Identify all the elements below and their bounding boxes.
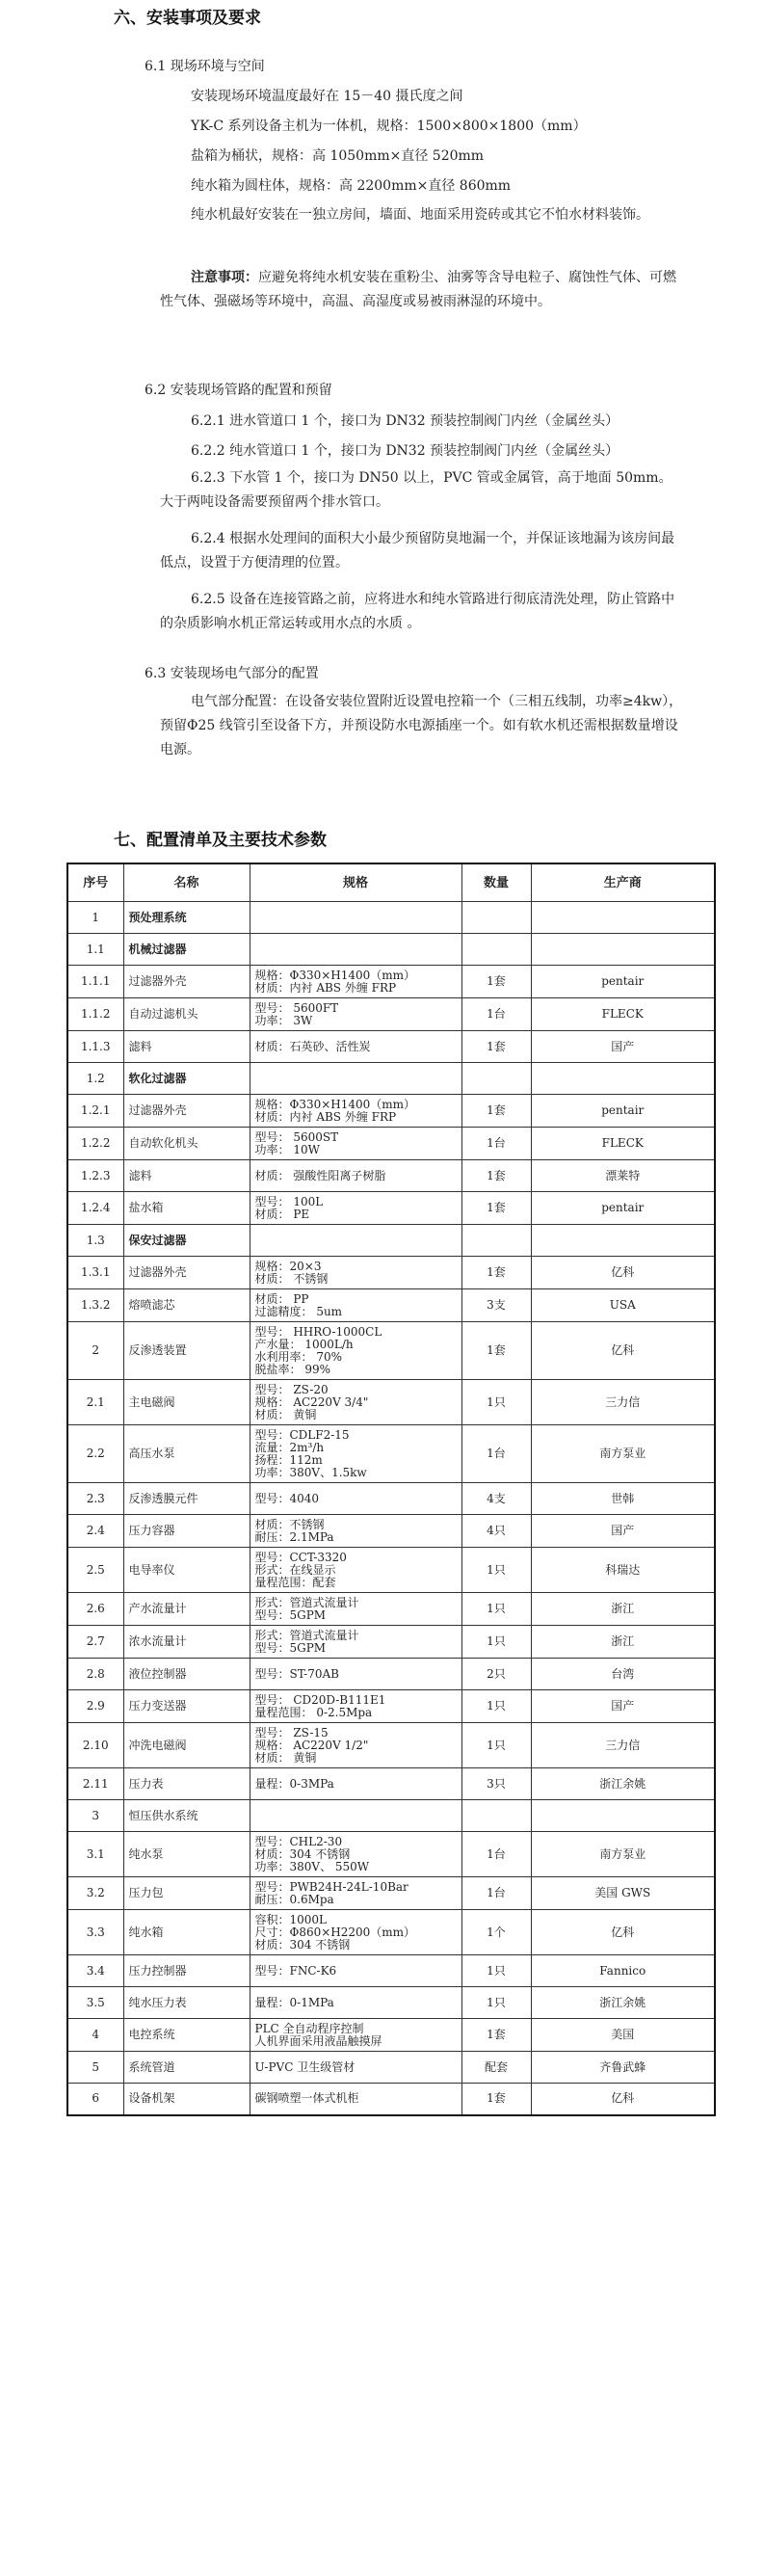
- row-quantity: 2只: [461, 1659, 531, 1690]
- pipe-item-3-text: 6.2.3 下水管 1 个，接口为 DN50 以上，PVC 管或金属管，高于地面 50mm。大于两吨设备需要预留两个排水管口。: [160, 470, 672, 510]
- row-name: 压力表: [123, 1768, 250, 1800]
- spec-line: 碳钢喷塑一体式机柜: [254, 2091, 359, 2106]
- row-quantity: 1只: [461, 1593, 531, 1626]
- caution-text: 应避免将纯水机安装在重粉尘、油雾等含导电粒子、腐蚀性气体、可燃性气体、强磁场等环境中，高温、高湿度或易被雨淋湿的环境中。: [160, 270, 676, 309]
- spec-line: 材质：不锈钢: [254, 1517, 325, 1531]
- spec-line: 人机界面采用液晶触摸屏: [254, 2033, 382, 2048]
- spec-line: 型号： 100L: [254, 1194, 324, 1208]
- spec-line: 过滤精度： 5um: [254, 1304, 343, 1318]
- row-spec: [250, 1192, 461, 1225]
- spec-line: 型号： CD20D-B111E1: [254, 1692, 386, 1707]
- table-row: [67, 934, 715, 966]
- row-quantity: 1套: [461, 1257, 531, 1289]
- spec-line: 功率：380V、 550W: [254, 1859, 370, 1873]
- spec-line: 功率：380V、1.5kw: [254, 1465, 367, 1479]
- table-row: [67, 2052, 715, 2084]
- row-number: 5: [67, 2052, 123, 2084]
- spec-line: 形式：管道式流量计: [254, 1595, 359, 1609]
- row-spec: [250, 1800, 461, 1832]
- row-manufacturer: 国产: [531, 1515, 715, 1548]
- row-number: 2.3: [67, 1483, 123, 1515]
- row-quantity: [461, 1225, 531, 1257]
- spec-line: 材质：304 不锈钢: [254, 1937, 351, 1952]
- row-spec: [250, 1031, 461, 1063]
- pipe-item-4: [160, 527, 685, 575]
- row-number: 3.2: [67, 1877, 123, 1910]
- table-row: [67, 1289, 715, 1322]
- row-spec: [250, 2019, 461, 2052]
- row-spec: [250, 1955, 461, 1987]
- spec-line: 型号：CDLF2-15: [254, 1427, 350, 1442]
- table-row: [67, 998, 715, 1031]
- pipe-item-5: [160, 588, 685, 636]
- spec-line: 扬程：112m: [254, 1452, 323, 1467]
- section-6-3-heading: 6.3 安装现场电气部分的配置: [145, 666, 319, 681]
- row-name: 压力控制器: [123, 1955, 250, 1987]
- row-spec: [250, 1690, 461, 1723]
- row-spec: [250, 1425, 461, 1483]
- row-manufacturer: 浙江: [531, 1626, 715, 1659]
- table-row: [67, 1322, 715, 1380]
- table-row: [67, 1800, 715, 1832]
- row-name: 纯水泵: [123, 1832, 250, 1877]
- table-row: [67, 1515, 715, 1548]
- row-name: 冲洗电磁阀: [123, 1723, 250, 1768]
- env-line-4: 纯水箱为圆柱体，规格：高 2200mm×直径 860mm: [191, 178, 512, 194]
- spec-line: 规格：20×3: [254, 1259, 322, 1273]
- row-number: 2.10: [67, 1723, 123, 1768]
- row-manufacturer: 世韩: [531, 1483, 715, 1515]
- row-name: 压力容器: [123, 1515, 250, 1548]
- row-quantity: 1只: [461, 1626, 531, 1659]
- row-spec: [250, 1063, 461, 1095]
- row-manufacturer: pentair: [531, 1095, 715, 1128]
- spec-line: 材质：石英砂、活性炭: [254, 1039, 371, 1053]
- row-name: 过滤器外壳: [123, 966, 250, 998]
- row-number: 3.3: [67, 1910, 123, 1955]
- spec-line: 耐压：2.1MPa: [254, 1529, 334, 1544]
- spec-line: 型号：PWB24H-24L-10Bar: [254, 1879, 408, 1894]
- row-number: 1.2.1: [67, 1095, 123, 1128]
- row-spec: [250, 1160, 461, 1192]
- row-number: 1.2.3: [67, 1160, 123, 1192]
- row-quantity: 1只: [461, 1548, 531, 1593]
- row-quantity: 1只: [461, 1380, 531, 1425]
- row-manufacturer: Fannico: [531, 1955, 715, 1987]
- row-manufacturer: [531, 1800, 715, 1832]
- spec-line: 规格： AC220V 3/4": [254, 1394, 369, 1409]
- row-name: 浓水流量计: [123, 1626, 250, 1659]
- spec-line: 材质： 黄铜: [254, 1407, 317, 1421]
- pipe-item-2: 6.2.2 纯水管道口 1 个，接口为 DN32 预装控制阀门内丝（金属丝头）: [191, 443, 619, 459]
- row-spec: [250, 1128, 461, 1160]
- row-spec: [250, 1987, 461, 2019]
- row-spec: [250, 1225, 461, 1257]
- row-name: 预处理系统: [123, 902, 250, 934]
- table-row: [67, 1257, 715, 1289]
- row-manufacturer: 科瑞达: [531, 1548, 715, 1593]
- row-manufacturer: pentair: [531, 966, 715, 998]
- row-manufacturer: 南方泵业: [531, 1832, 715, 1877]
- spec-line: 规格：Φ330×H1400（mm）: [254, 968, 416, 982]
- env-line-1: 安装现场环境温度最好在 15－40 摄氏度之间: [191, 89, 463, 104]
- spec-line: 型号： ZS-20: [254, 1382, 329, 1396]
- row-number: 1: [67, 902, 123, 934]
- row-name: 自动过滤机头: [123, 998, 250, 1031]
- spec-line: 材质： 黄铜: [254, 1750, 317, 1765]
- spec-line: 材质：内衬 ABS 外缠 FRP: [254, 1109, 397, 1124]
- row-name: 软化过滤器: [123, 1063, 250, 1095]
- row-manufacturer: 三力信: [531, 1380, 715, 1425]
- install-room-text: 纯水机最好安装在一独立房间，墙面、地面采用瓷砖或其它不怕水材料装饰。: [191, 207, 649, 223]
- row-number: 3.1: [67, 1832, 123, 1877]
- section-6-1-heading: 6.1 现场环境与空间: [145, 59, 265, 74]
- row-number: 1.2.4: [67, 1192, 123, 1225]
- row-name: 设备机架: [123, 2084, 250, 2115]
- table-row: [67, 1955, 715, 1987]
- row-number: 4: [67, 2019, 123, 2052]
- spec-line: 流量：2m³/h: [254, 1440, 325, 1454]
- row-quantity: 配套: [461, 2052, 531, 2084]
- electrical-paragraph: [160, 690, 685, 762]
- row-spec: [250, 1593, 461, 1626]
- spec-line: 规格：Φ330×H1400（mm）: [254, 1097, 416, 1111]
- row-manufacturer: FLECK: [531, 1128, 715, 1160]
- row-name: 反渗透膜元件: [123, 1483, 250, 1515]
- row-manufacturer: 浙江余姚: [531, 1768, 715, 1800]
- spec-line: 量程范围： 0-2.5Mpa: [254, 1705, 373, 1719]
- table-row: [67, 2019, 715, 2052]
- spec-line: 水利用率： 70%: [254, 1349, 342, 1364]
- table-row: [67, 1910, 715, 1955]
- row-spec: [250, 1257, 461, 1289]
- row-name: 系统管道: [123, 2052, 250, 2084]
- row-manufacturer: 亿科: [531, 1910, 715, 1955]
- row-spec: [250, 1548, 461, 1593]
- row-quantity: 1只: [461, 1955, 531, 1987]
- row-number: 1.1.2: [67, 998, 123, 1031]
- pipe-item-1: 6.2.1 进水管道口 1 个，接口为 DN32 预装控制阀门内丝（金属丝头）: [191, 413, 619, 429]
- spec-line: 型号：ST-70AB: [254, 1666, 339, 1681]
- row-spec: [250, 1380, 461, 1425]
- spec-line: 型号：CCT-3320: [254, 1550, 347, 1564]
- row-spec: [250, 1515, 461, 1548]
- spec-line: 脱盐率： 99%: [254, 1362, 330, 1376]
- spec-line: 材质：内衬 ABS 外缠 FRP: [254, 980, 397, 995]
- row-manufacturer: 美国 GWS: [531, 1877, 715, 1910]
- row-name: 纯水压力表: [123, 1987, 250, 2019]
- table-body: [67, 902, 715, 2115]
- row-spec: [250, 998, 461, 1031]
- row-quantity: 1台: [461, 1425, 531, 1483]
- row-name: 高压水泵: [123, 1425, 250, 1483]
- row-spec: [250, 1483, 461, 1515]
- row-quantity: 1台: [461, 1832, 531, 1877]
- spec-line: 型号：4040: [254, 1491, 320, 1505]
- row-quantity: 1套: [461, 1095, 531, 1128]
- row-number: 2.5: [67, 1548, 123, 1593]
- row-quantity: 1套: [461, 1322, 531, 1380]
- row-number: 1.2.2: [67, 1128, 123, 1160]
- row-quantity: 1只: [461, 1723, 531, 1768]
- row-number: 3.5: [67, 1987, 123, 2019]
- row-number: 2.7: [67, 1626, 123, 1659]
- row-spec: [250, 1289, 461, 1322]
- row-manufacturer: 美国: [531, 2019, 715, 2052]
- spec-line: 型号：FNC-K6: [254, 1963, 337, 1978]
- row-quantity: 1台: [461, 998, 531, 1031]
- row-name: 机械过滤器: [123, 934, 250, 966]
- spec-line: 量程：0-1MPa: [254, 1995, 334, 2009]
- row-number: 1.3.1: [67, 1257, 123, 1289]
- caution-label: 注意事项：: [191, 270, 258, 285]
- row-quantity: 1台: [461, 1128, 531, 1160]
- row-spec: [250, 1659, 461, 1690]
- row-quantity: 3只: [461, 1768, 531, 1800]
- table-row: [67, 1877, 715, 1910]
- row-number: 2.6: [67, 1593, 123, 1626]
- row-manufacturer: 亿科: [531, 1322, 715, 1380]
- row-quantity: 1套: [461, 966, 531, 998]
- row-spec: [250, 934, 461, 966]
- spec-line: 型号： ZS-15: [254, 1725, 329, 1739]
- row-manufacturer: [531, 1063, 715, 1095]
- row-manufacturer: 亿科: [531, 1257, 715, 1289]
- row-quantity: 1套: [461, 2019, 531, 2052]
- table-row: [67, 1095, 715, 1128]
- row-quantity: 1个: [461, 1910, 531, 1955]
- table-row: [67, 966, 715, 998]
- section-7-title: 七、配置清单及主要技术参数: [114, 831, 327, 850]
- row-name: 纯水箱: [123, 1910, 250, 1955]
- row-name: 反渗透装置: [123, 1322, 250, 1380]
- spec-line: 材质： PE: [254, 1207, 310, 1221]
- section-6-title: 六、安装事项及要求: [114, 9, 261, 28]
- row-manufacturer: pentair: [531, 1192, 715, 1225]
- electrical-text: 电气部分配置：在设备安装位置附近设置电控箱一个（三相五线制，功率≥4kw），预留Φ25 线管引至设备下方，并预设防水电源插座一个。如有软水机还需根据数量增设电源。: [160, 694, 683, 757]
- row-name: 恒压供水系统: [123, 1800, 250, 1832]
- row-manufacturer: 三力信: [531, 1723, 715, 1768]
- row-number: 2.2: [67, 1425, 123, 1483]
- spec-line: PLC 全自动程序控制: [254, 2021, 364, 2035]
- spec-line: 型号： HHRO-1000CL: [254, 1324, 382, 1339]
- row-name: 滤料: [123, 1160, 250, 1192]
- row-number: 2.9: [67, 1690, 123, 1723]
- pipe-item-4-text: 6.2.4 根据水处理间的面积大小最少预留防臭地漏一个，并保证该地漏为该房间最低点，设置于方便清理的位置。: [160, 531, 675, 571]
- spec-line: 型号：CHL2-30: [254, 1834, 343, 1848]
- row-number: 6: [67, 2084, 123, 2115]
- spec-line: 形式：管道式流量计: [254, 1628, 359, 1642]
- row-spec: [250, 1322, 461, 1380]
- row-number: 2.4: [67, 1515, 123, 1548]
- table-row: [67, 1723, 715, 1768]
- table-row: [67, 1987, 715, 2019]
- install-room-paragraph: [160, 203, 685, 227]
- table-row: [67, 1690, 715, 1723]
- row-spec: [250, 1626, 461, 1659]
- table-row: [67, 1160, 715, 1192]
- row-number: 1.1.1: [67, 966, 123, 998]
- row-number: 1.3.2: [67, 1289, 123, 1322]
- row-manufacturer: 齐鲁武蜂: [531, 2052, 715, 2084]
- section-6-2-heading: 6.2 安装现场管路的配置和预留: [145, 383, 332, 398]
- row-name: 主电磁阀: [123, 1380, 250, 1425]
- env-line-2: YK-C 系列设备主机为一体机，规格：1500×800×1800（mm）: [191, 119, 587, 134]
- row-number: 2.11: [67, 1768, 123, 1800]
- table-row: [67, 1425, 715, 1483]
- row-manufacturer: 浙江余姚: [531, 1987, 715, 2019]
- env-line-3: 盐箱为桶状，规格：高 1050mm×直径 520mm: [191, 148, 485, 164]
- row-name: 液位控制器: [123, 1659, 250, 1690]
- row-quantity: 1套: [461, 1160, 531, 1192]
- row-spec: [250, 1877, 461, 1910]
- row-manufacturer: 南方泵业: [531, 1425, 715, 1483]
- caution-paragraph: [160, 266, 685, 314]
- row-manufacturer: [531, 934, 715, 966]
- spec-line: 材质：304 不锈钢: [254, 1846, 351, 1861]
- col-header-name: 名称: [123, 863, 250, 902]
- spec-line: 量程：0-3MPa: [254, 1776, 334, 1791]
- row-manufacturer: 亿科: [531, 2084, 715, 2115]
- row-name: 自动软化机头: [123, 1128, 250, 1160]
- spec-line: 材质： 不锈钢: [254, 1271, 329, 1286]
- spec-line: 耐压：0.6Mpa: [254, 1892, 334, 1906]
- row-number: 1.1.3: [67, 1031, 123, 1063]
- row-spec: [250, 1768, 461, 1800]
- col-header-spec: 规格: [250, 863, 461, 902]
- table-header-row: [67, 863, 715, 902]
- table-row: [67, 1768, 715, 1800]
- table-row: [67, 1031, 715, 1063]
- table-row: [67, 1832, 715, 1877]
- row-quantity: 3支: [461, 1289, 531, 1322]
- row-spec: [250, 902, 461, 934]
- row-manufacturer: 台湾: [531, 1659, 715, 1690]
- spec-line: 材质： 强酸性阳离子树脂: [254, 1168, 386, 1182]
- spec-line: 产水量： 1000L/h: [254, 1337, 354, 1351]
- table-row: [67, 1483, 715, 1515]
- table-row: [67, 1626, 715, 1659]
- table-row: [67, 1128, 715, 1160]
- row-number: 3.4: [67, 1955, 123, 1987]
- row-manufacturer: FLECK: [531, 998, 715, 1031]
- row-name: 产水流量计: [123, 1593, 250, 1626]
- row-spec: [250, 2084, 461, 2115]
- pipe-item-5-text: 6.2.5 设备在连接管路之前，应将进水和纯水管路进行彻底清洗处理，防止管路中的杂质影响水机正常运转或用水点的水质 。: [160, 592, 675, 631]
- row-name: 压力变送器: [123, 1690, 250, 1723]
- table-row: [67, 1548, 715, 1593]
- row-spec: [250, 1723, 461, 1768]
- row-manufacturer: 国产: [531, 1031, 715, 1063]
- spec-line: 材质： PP: [254, 1291, 309, 1306]
- spec-line: 容积：1000L: [254, 1912, 328, 1926]
- col-header-mfr: 生产商: [531, 863, 715, 902]
- table-row: [67, 902, 715, 934]
- row-manufacturer: [531, 902, 715, 934]
- row-quantity: 1套: [461, 2084, 531, 2115]
- spec-table: [66, 863, 716, 2116]
- row-name: 电控系统: [123, 2019, 250, 2052]
- row-quantity: 4只: [461, 1515, 531, 1548]
- row-quantity: 1套: [461, 1192, 531, 1225]
- spec-line: 形式：在线显示: [254, 1562, 336, 1577]
- spec-line: U-PVC 卫生级管材: [254, 2059, 356, 2074]
- row-number: 1.1: [67, 934, 123, 966]
- row-name: 保安过滤器: [123, 1225, 250, 1257]
- row-number: 2: [67, 1322, 123, 1380]
- row-name: 滤料: [123, 1031, 250, 1063]
- row-number: 2.8: [67, 1659, 123, 1690]
- row-manufacturer: 浙江: [531, 1593, 715, 1626]
- spec-line: 尺寸：Φ860×H2200（mm）: [254, 1925, 416, 1939]
- row-quantity: 1台: [461, 1877, 531, 1910]
- spec-line: 型号： 5600ST: [254, 1129, 339, 1144]
- row-spec: [250, 2052, 461, 2084]
- row-quantity: [461, 934, 531, 966]
- table-row: [67, 1192, 715, 1225]
- spec-line: 规格： AC220V 1/2": [254, 1738, 369, 1752]
- spec-line: 功率： 10W: [254, 1142, 320, 1156]
- table-row: [67, 1225, 715, 1257]
- row-name: 盐水箱: [123, 1192, 250, 1225]
- table-row: [67, 1063, 715, 1095]
- table-row: [67, 1659, 715, 1690]
- spec-line: 功率： 3W: [254, 1013, 313, 1027]
- row-number: 3: [67, 1800, 123, 1832]
- row-name: 电导率仪: [123, 1548, 250, 1593]
- col-header-no: 序号: [67, 863, 123, 902]
- spec-line: 量程范围：配套: [254, 1575, 336, 1589]
- row-manufacturer: 国产: [531, 1690, 715, 1723]
- row-quantity: 1只: [461, 1987, 531, 2019]
- col-header-qty: 数量: [461, 863, 531, 902]
- row-name: 过滤器外壳: [123, 1095, 250, 1128]
- row-name: 压力包: [123, 1877, 250, 1910]
- row-quantity: 1只: [461, 1690, 531, 1723]
- row-manufacturer: [531, 1225, 715, 1257]
- row-number: 1.3: [67, 1225, 123, 1257]
- row-number: 2.1: [67, 1380, 123, 1425]
- row-quantity: 4支: [461, 1483, 531, 1515]
- table-row: [67, 2084, 715, 2115]
- row-name: 熔喷滤芯: [123, 1289, 250, 1322]
- spec-line: 型号：5GPM: [254, 1607, 327, 1622]
- table-row: [67, 1380, 715, 1425]
- row-spec: [250, 1832, 461, 1877]
- row-quantity: [461, 902, 531, 934]
- row-name: 过滤器外壳: [123, 1257, 250, 1289]
- row-number: 1.2: [67, 1063, 123, 1095]
- row-quantity: [461, 1800, 531, 1832]
- pipe-item-3: [160, 466, 685, 515]
- row-quantity: 1套: [461, 1031, 531, 1063]
- row-spec: [250, 1095, 461, 1128]
- row-manufacturer: 漂莱特: [531, 1160, 715, 1192]
- row-spec: [250, 1910, 461, 1955]
- row-manufacturer: USA: [531, 1289, 715, 1322]
- row-quantity: [461, 1063, 531, 1095]
- spec-line: 型号： 5600FT: [254, 1000, 339, 1015]
- row-spec: [250, 966, 461, 998]
- table-row: [67, 1593, 715, 1626]
- spec-line: 型号：5GPM: [254, 1640, 327, 1655]
